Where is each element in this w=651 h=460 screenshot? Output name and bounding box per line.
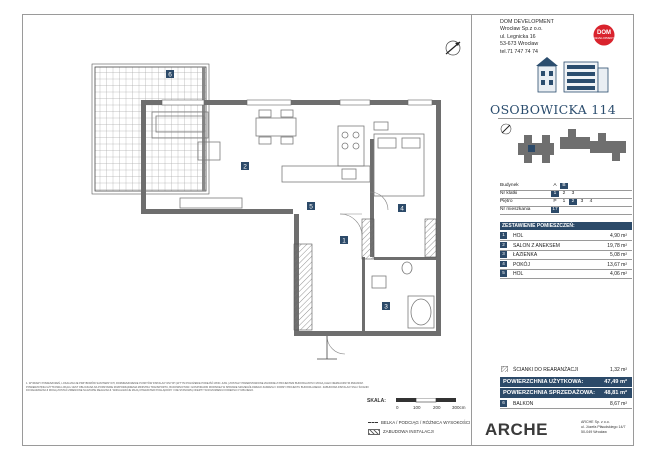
- dom-logo-subtext: DEVELOPMENT: [594, 37, 614, 40]
- room-area: 19,78 m²: [607, 242, 627, 249]
- project-name: OSOBOWICKA 114: [490, 102, 616, 117]
- scale-tick-3: 300cm: [452, 405, 466, 410]
- building-option-b: B: [560, 183, 568, 190]
- hatched-box-icon: [368, 429, 380, 435]
- attr-apartment-number: [500, 206, 632, 215]
- attr-floor-label: Piętro: [500, 199, 513, 204]
- scale-tick-0: 0: [396, 405, 399, 410]
- room-name: SALON Z ANEKSEM: [513, 242, 560, 249]
- building-option-a: A: [553, 182, 557, 188]
- developer-phone: tel.71 747 74 74: [500, 48, 538, 55]
- balcony-number: 6: [500, 400, 507, 407]
- room-area: 4,90 m²: [610, 233, 627, 239]
- sale-area-value: 48,81 m²: [604, 390, 627, 396]
- usable-area-band: [500, 377, 632, 387]
- key-plan: [498, 118, 632, 177]
- developer-city: 53-673 Wrocław: [500, 41, 539, 48]
- floor-option-1: 1: [562, 198, 566, 204]
- developer-company: Wrocław Sp.z o.o.: [500, 26, 543, 33]
- partitions-row: [500, 365, 632, 373]
- rooms-header: ZESTAWIENIE POMIESZCZEŃ:: [500, 222, 632, 230]
- room-label-6-text: 6: [168, 71, 172, 79]
- room-area: 5,08 m²: [610, 252, 627, 258]
- attr-building-label: Budynek: [500, 183, 519, 188]
- info-sidebar: [472, 14, 634, 446]
- room-name: ŁAZIENKA: [513, 252, 538, 258]
- arche-company: ARCHE Sp. z o.o.: [581, 420, 610, 424]
- doors: [327, 192, 388, 354]
- entrance-marker: [317, 336, 337, 359]
- staircase-option-2: 2: [562, 190, 566, 196]
- usable-area-label: POWIERZCHNIA UŻYTKOWA:: [503, 379, 584, 385]
- attr-staircase-label: Nr klatki: [500, 191, 518, 196]
- balcony-area: 8,67 m²: [610, 401, 627, 407]
- legal-notes: 1. WYMIARY POMIESZCZEŃ, LOKALIZACJE PRZYBORÓW SANITARNYCH, ROZMIESZCZENIE PUNKTÓW INSTALACYJNYCH (W TYM POŁOŻENIE PODEJŚĆ WOD.-KAN.) ZOSTAŁY PRZEDSTAWIONE ZGODNIE Z PROJEKTEM BUDOWLANYM I MOGĄ ULEC NIEZNACZNYM ZMIANOM. POWIERZCHNIA UŻYTKOWA LOKALU JEST OBLICZANA NA PODSTAWIE ROZPORZĄDZENIA MINISTRA TRANSPORTU, BUDOWNICTWA I GOSPODARKI MORSKIEJ W SPRAWIE SZCZEGÓŁOWEGO ZAKRESU I FORMY PROJEKTU BUDOWLANEGO. ZABUDOWA INSTALACYJNA I ŚCIANKI DO REARANŻACJI MOGĄ ZOSTAĆ ZMIENIONE NA ETAPIE REALIZACJI. WIZUALIZACJE MAJĄ CHARAKTER POGLĄDOWY I NIE STANOWIĄ OFERTY W ROZUMIENIU KODEKSU CYWILNEGO.: [26, 382, 369, 393]
- scale-tick-2: 200: [433, 405, 441, 410]
- floor-option-p: P: [553, 198, 557, 204]
- room-number: 2: [500, 242, 507, 249]
- room-number: 1: [500, 232, 507, 239]
- hatched-partition-icon: [501, 366, 508, 373]
- dom-logo-text: DOM: [597, 30, 611, 36]
- room-number: 5: [500, 270, 507, 277]
- north-arrow-icon: [446, 41, 460, 55]
- arche-logo-text: ARCHE: [485, 420, 548, 439]
- legend-installation: [368, 429, 434, 435]
- room-label-4-text: 4: [400, 205, 404, 213]
- dining-table: [256, 110, 296, 144]
- room-label-1-text: 1: [342, 237, 346, 245]
- room-area: 13,67 m²: [607, 261, 627, 268]
- floor-option-2: 2: [569, 199, 577, 206]
- room-number: 4: [500, 261, 507, 268]
- staircase-option-1: 1: [551, 191, 559, 198]
- usable-area-value: 47,49 m²: [604, 379, 627, 385]
- room-label-2-text: 2: [243, 163, 247, 171]
- kitchen-counter: [282, 126, 370, 182]
- balcony: [92, 64, 209, 194]
- balcony-name: BALKON: [513, 401, 534, 407]
- room-name: POKÓJ: [513, 261, 530, 268]
- legend-beam-label: BELKA / PODCIĄG / RÓŻNICA WYSOKOŚCI: [381, 420, 471, 425]
- building-illustration-icon: [534, 54, 614, 96]
- dom-development-logo: [593, 24, 615, 46]
- arche-street: ul. Józefa Piłsudskiego 14/7: [581, 425, 626, 429]
- room-name: HOL: [513, 271, 524, 277]
- developer-name: DOM DEVELOPMENT: [500, 19, 554, 25]
- room-number: 3: [500, 251, 507, 258]
- balcony-row: [500, 399, 632, 409]
- developer-street: ul. Legnicka 16: [500, 33, 536, 40]
- sale-area-band: [500, 388, 632, 398]
- scale-tick-1: 100: [413, 405, 421, 410]
- floor-plan-area: [22, 14, 471, 446]
- apartment-number-value: 17: [552, 206, 558, 212]
- arche-logo: [485, 420, 626, 440]
- arche-city: 50-049 Wrocław: [581, 430, 607, 434]
- staircase-option-3: 3: [571, 190, 575, 196]
- partitions-label: ŚCIANKI DO REARANŻACJI: [513, 366, 579, 373]
- bedroom-furniture: [374, 122, 424, 196]
- room-area: 4,06 m²: [610, 271, 627, 277]
- bathroom-fixtures: [372, 262, 434, 328]
- sale-area-label: POWIERZCHNIA SPRZEDAŻOWA:: [503, 390, 596, 396]
- arche-address: [581, 420, 626, 435]
- legend-beam: [368, 420, 470, 425]
- legend-installation-label: ZABUDOWA INSTALACJI: [383, 429, 434, 435]
- floor-option-3: 3: [580, 198, 584, 204]
- dashed-line-icon: [368, 422, 378, 423]
- partitions-area: 1,32 m²: [610, 366, 627, 373]
- room-label-5-text: 5: [309, 203, 313, 211]
- attr-apartment-number-label: Nr mieszkania: [500, 207, 531, 212]
- building-key-plan-icon: [498, 119, 632, 175]
- room-label-3-text: 3: [384, 303, 388, 311]
- room-row: [500, 269, 632, 279]
- scale-label: SKALA:: [367, 398, 386, 404]
- floor-option-4: 4: [589, 198, 593, 204]
- developer-info: [500, 19, 554, 56]
- room-name: HOL: [513, 233, 524, 239]
